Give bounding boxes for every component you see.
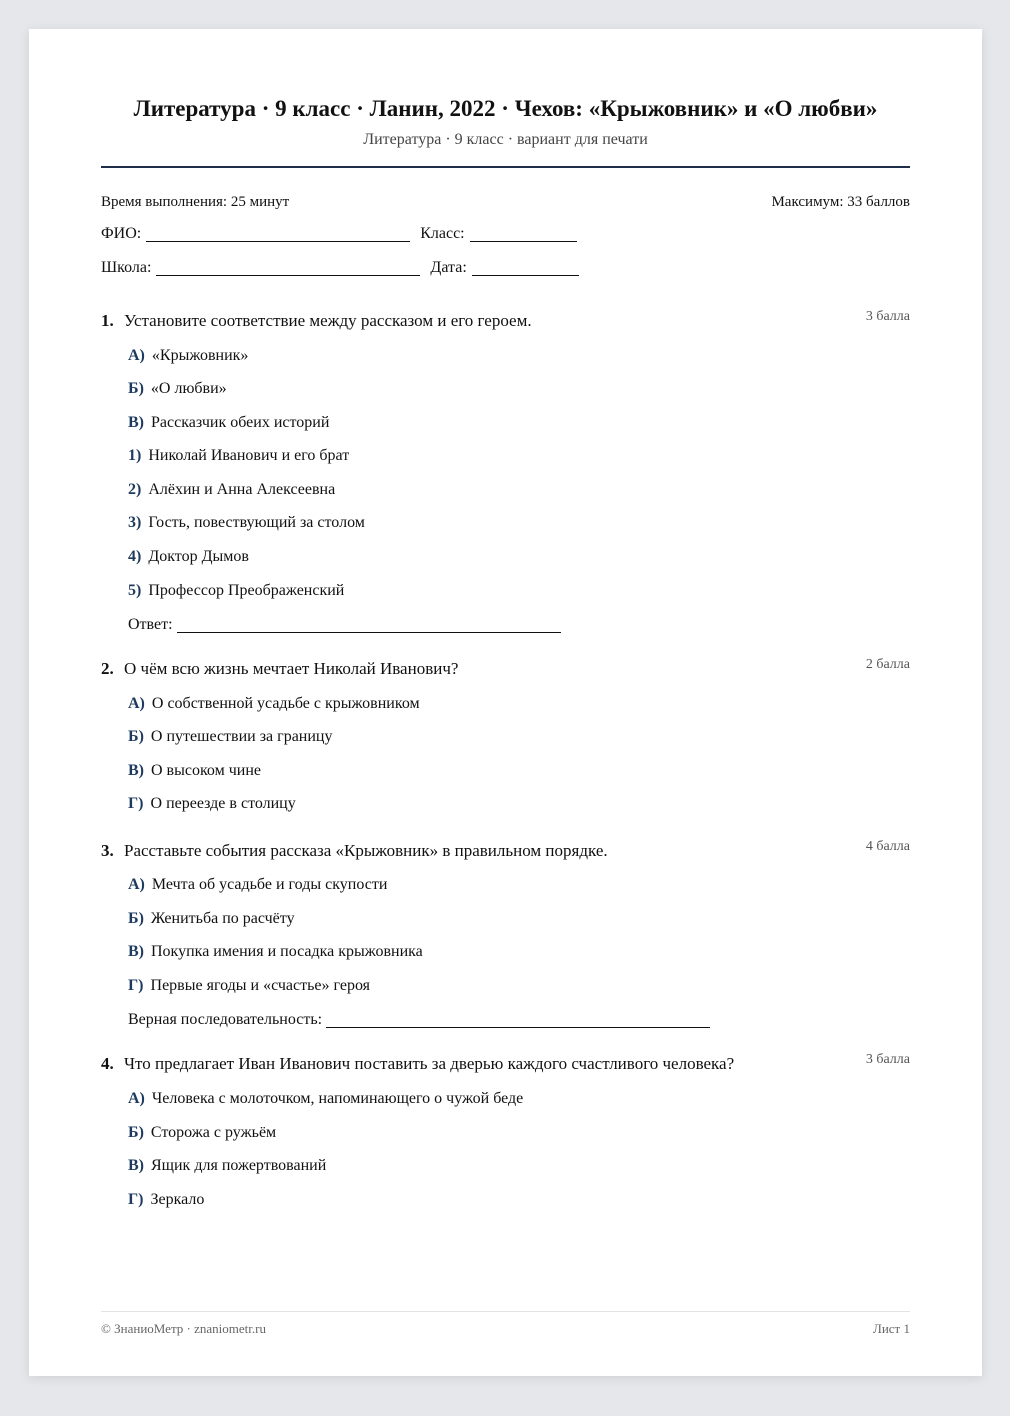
option-text: Мечта об усадьбе и годы скупости: [151, 876, 388, 893]
option-item: [128, 976, 370, 996]
max-score: Максимум: 33 баллов: [771, 194, 910, 210]
answer-row: [128, 615, 571, 635]
option-label: В): [128, 1157, 144, 1174]
option-label: Б): [128, 728, 144, 745]
page-content: [101, 29, 910, 1376]
question-text: Что предлагает Иван Иванович поставить за дверью каждого счастливого человека?: [124, 1054, 735, 1073]
page-subtitle: Литература · 9 класс · вариант для печати: [363, 131, 648, 148]
option-item: [128, 942, 423, 962]
option-text: Алёхин и Анна Алексеевна: [148, 481, 336, 498]
option-text: Ящик для пожертвований: [151, 1157, 327, 1174]
option-label: А): [128, 1090, 145, 1107]
option-label: А): [128, 876, 145, 893]
option-label: А): [128, 695, 145, 712]
option-label: 2): [128, 481, 142, 498]
school-field[interactable]: [156, 261, 420, 276]
question-text: Установите соответствие между рассказом и его героем.: [124, 311, 532, 330]
option-item: [128, 480, 335, 500]
question-number: 3.: [101, 841, 114, 860]
option-item: [128, 875, 387, 895]
option-text: «О любви»: [150, 380, 227, 397]
question-text: О чём всю жизнь мечтает Николай Иванович?: [124, 659, 459, 678]
school-label: Школа:: [101, 259, 152, 276]
question-points: 2 балла: [865, 657, 910, 672]
answer-field[interactable]: [177, 618, 561, 633]
option-item: [128, 379, 227, 399]
option-text: Зеркало: [150, 1191, 205, 1208]
option-item: [128, 1156, 326, 1176]
option-item: [128, 909, 295, 929]
option-item: [128, 547, 249, 567]
date-field[interactable]: [472, 261, 579, 276]
option-item: [128, 446, 349, 466]
option-label: Г): [128, 1191, 144, 1208]
question-1: [101, 309, 910, 633]
class-label: Класс:: [420, 225, 465, 242]
option-item: [128, 513, 365, 533]
option-text: О переезде в столицу: [150, 795, 296, 812]
option-label: 4): [128, 548, 142, 565]
class-field[interactable]: [470, 227, 577, 242]
option-item: [128, 581, 344, 601]
question-text: Расставьте события рассказа «Крыжовник» в правильном порядке.: [124, 841, 608, 860]
footer-divider: [101, 1311, 910, 1312]
option-item: [128, 794, 296, 814]
page-footer: [101, 1321, 910, 1337]
option-label: 5): [128, 582, 142, 599]
answer-label: Верная последовательность:: [128, 1011, 323, 1028]
option-item: [128, 694, 420, 714]
option-text: Покупка имения и посадка крыжовника: [151, 943, 423, 960]
option-text: Рассказчик обеих историй: [151, 414, 330, 431]
footer-copyright: © ЗнаниоМетр · znaniometr.ru: [101, 1321, 266, 1336]
question-4: [101, 1052, 910, 1208]
option-label: В): [128, 762, 144, 779]
option-text: Николай Иванович и его брат: [148, 447, 350, 464]
student-fields-row-2: [101, 258, 589, 278]
question-number: 4.: [101, 1054, 114, 1073]
option-text: Гость, повествующий за столом: [148, 514, 365, 531]
time-limit: Время выполнения: 25 минут: [101, 194, 290, 210]
option-label: Б): [128, 910, 144, 927]
option-label: Г): [128, 977, 144, 994]
option-text: Первые ягоды и «счастье» героя: [150, 977, 371, 994]
question-2: [101, 657, 910, 812]
option-label: В): [128, 943, 144, 960]
fio-field[interactable]: [146, 227, 410, 242]
answer-field[interactable]: [326, 1013, 710, 1028]
option-label: А): [128, 347, 145, 364]
header-divider: [101, 166, 910, 168]
question-number: 2.: [101, 659, 114, 678]
question-points: 3 балла: [865, 1052, 910, 1067]
exam-meta: [101, 193, 910, 211]
option-label: Б): [128, 1124, 144, 1141]
option-label: 1): [128, 447, 142, 464]
option-text: О высоком чине: [151, 762, 262, 779]
option-label: 3): [128, 514, 142, 531]
option-text: О собственной усадьбе с крыжовником: [151, 695, 420, 712]
option-text: Женитьба по расчёту: [150, 910, 295, 927]
option-item: [128, 1190, 204, 1210]
option-text: Человека с молоточком, напоминающего о чужой беде: [151, 1090, 524, 1107]
option-label: В): [128, 414, 144, 431]
fio-label: ФИО:: [101, 225, 142, 242]
option-item: [128, 413, 329, 433]
student-fields-row-1: [101, 224, 587, 244]
option-text: «Крыжовник»: [151, 347, 249, 364]
option-item: [128, 346, 248, 366]
option-label: Г): [128, 795, 144, 812]
date-label: Дата:: [430, 259, 467, 276]
option-item: [128, 1123, 276, 1143]
answer-row: [128, 1010, 720, 1030]
option-label: Б): [128, 380, 144, 397]
worksheet-page: [29, 29, 982, 1376]
question-points: 3 балла: [865, 309, 910, 324]
footer-page-number: Лист 1: [873, 1321, 910, 1336]
option-item: [128, 761, 261, 781]
page-title: Литература · 9 класс · Ланин, 2022 · Чехов: «Крыжовник» и «О любви»: [133, 96, 878, 121]
option-text: О путешествии за границу: [150, 728, 333, 745]
option-text: Доктор Дымов: [148, 548, 249, 565]
answer-label: Ответ:: [128, 616, 173, 633]
question-3: [101, 839, 910, 1028]
question-points: 4 балла: [865, 839, 910, 854]
option-item: [128, 1089, 523, 1109]
question-number: 1.: [101, 311, 114, 330]
option-text: Профессор Преображенский: [148, 582, 345, 599]
option-item: [128, 727, 332, 747]
option-text: Сторожа с ружьём: [150, 1124, 277, 1141]
